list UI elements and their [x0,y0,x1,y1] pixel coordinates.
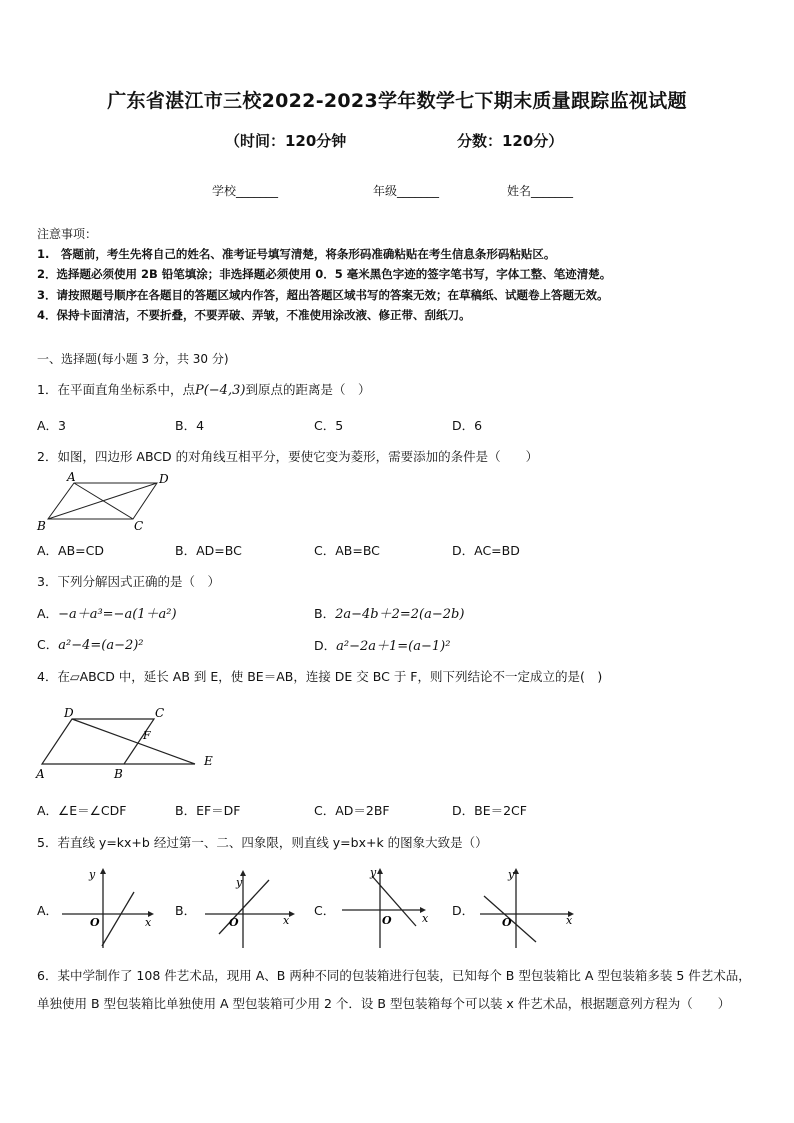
notice-item: 2．选择题必须使用 2B 铅笔填涂；非选择题必须使用 0．5 毫米黑色字迹的签字笔书写，字体工整、笔迹清楚。 [37,267,612,281]
q5-a-x-label: x [145,916,152,929]
q4-option-d: D．BE＝2CF [452,803,527,818]
q5-d-y-label: y [508,868,515,881]
q1-option-d: D．6 [452,418,483,433]
q3-option-c [37,635,144,653]
q3-option-c-letter: C． [37,637,59,652]
q5-option-b-letter: B． [175,903,197,918]
q1-point: P(−4,3) [194,383,246,398]
exam-time: （时间：120分钟 [225,132,347,150]
q3-option-b-letter: B． [314,606,336,621]
q2-label-d: D [159,472,169,486]
q4-label-c: C [155,706,165,720]
notice-heading: 注意事项： [37,227,98,241]
q5-line-b [219,880,269,934]
question-6: 6．某中学制作了 108 件艺术品，现用 A、B 两种不同的包装箱进行包装，已知每个 B 型包装箱比 A 型包装箱多装 5 件艺术品，单独使用 B 型包装箱比单独使用 A 型包装箱可少用 2 个．设 B 型包装箱每个可以装 x 件艺术品，根据题意列方程为（ ） [37,968,751,1011]
q1-option-c: C．5 [314,418,344,433]
q4-label-e: E [204,754,213,768]
q3-option-c-expr: a²−4=(a−2)² [58,638,144,653]
q1-option-a: A．3 [37,418,67,433]
q3-option-d-expr: a²−2a＋1=(a−1)² [336,639,451,654]
q5-a-y-label: y [89,868,96,881]
question-2: 2．如图，四边形 ABCD 的对角线互相平分，要使它变为菱形，需要添加的条件是（ ） [37,449,539,464]
q1-stem-pre: 1．在平面直角坐标系中，点 [37,382,195,397]
q5-line-a [102,892,134,946]
q5-b-origin: O [229,916,239,929]
exam-score: 分数：120分） [457,132,564,150]
q2-option-c: C．AB=BC [314,543,380,558]
q5-graph-a [60,862,160,952]
q4-option-a: A．∠E＝∠CDF [37,803,127,818]
notice-item: 4．保持卡面清洁，不要折叠，不要弄破、弄皱，不准使用涂改液、修正带、刮纸刀。 [37,308,471,322]
q3-option-d [314,635,450,654]
notice-item: 1. 答题前，考生先将自己的姓名、准考证号填写清楚，将条形码准确粘贴在考生信息条形码粘贴区。 [37,247,556,261]
q5-b-y-label: y [236,876,243,889]
q2-label-a: A [67,470,76,484]
q4-parallelogram-figure [30,703,220,783]
q5-c-origin: O [382,914,392,927]
q5-option-a-letter: A． [37,903,59,918]
q5-option-c-letter: C． [314,903,336,918]
q4-label-f: F [143,729,151,742]
grade-field: 年级_______ [373,184,440,198]
q5-c-y-label: y [370,866,377,879]
q4-option-b: B．EF＝DF [175,803,241,818]
school-field: 学校_______ [212,184,279,198]
q4-parallelogram [42,719,154,764]
q3-option-a [37,603,177,622]
name-field: 姓名_______ [507,184,574,198]
q3-option-d-letter: D． [314,638,337,653]
question-4: 4．在▱ABCD 中，延长 AB 到 E，使 BE＝AB，连接 DE 交 BC 于 F，则下列结论不一定成立的是( ) [37,669,603,684]
question-1 [37,380,370,398]
q4-label-a: A [36,767,45,781]
q5-line-c [372,876,416,926]
q1-stem-post: 到原点的距离是（ ） [245,382,371,397]
q2-option-a: A．AB=CD [37,543,105,558]
q3-option-b-expr: 2a−4b＋2=2(a−2b) [335,607,465,622]
q4-label-b: B [114,767,123,781]
notice-item: 3．请按照题号顺序在各题目的答题区域内作答，超出答题区域书写的答案无效；在草稿纸、试题卷上答题无效。 [37,288,609,302]
q3-option-b [314,603,464,622]
q1-option-b: B．4 [175,418,205,433]
q5-d-x-label: x [566,914,573,927]
q5-graph-c [340,862,440,952]
q4-label-d: D [64,706,74,720]
q4-line-de [72,719,195,764]
q2-diagonal-bd [48,483,157,519]
q4-option-c: C．AD＝2BF [314,803,390,818]
q5-b-x-label: x [283,914,290,927]
question-3: 3．下列分解因式正确的是（ ） [37,574,220,589]
page-title: 广东省湛江市三校2022-2023学年数学七下期末质量跟踪监视试题 [107,90,687,112]
q2-label-c: C [134,519,144,533]
q3-option-a-letter: A． [37,606,59,621]
q2-parallelogram-figure [30,470,180,536]
q5-d-origin: O [502,916,512,929]
q5-graph-b [203,862,303,952]
section-heading: 一、选择题(每小题 3 分，共 30 分) [37,352,229,366]
q2-option-d: D．AC=BD [452,543,520,558]
q5-a-origin: O [90,916,100,929]
q2-option-b: B．AD=BC [175,543,242,558]
q5-graph-d [478,862,588,952]
question-5: 5．若直线 y=kx+b 经过第一、二、四象限，则直线 y=bx+k 的图象大致是（） [37,835,488,850]
q2-label-b: B [37,519,46,533]
q3-option-a-expr: −a＋a³=−a(1＋a²) [58,607,177,622]
q5-option-d-letter: D． [452,903,475,918]
q5-c-x-label: x [422,912,429,925]
